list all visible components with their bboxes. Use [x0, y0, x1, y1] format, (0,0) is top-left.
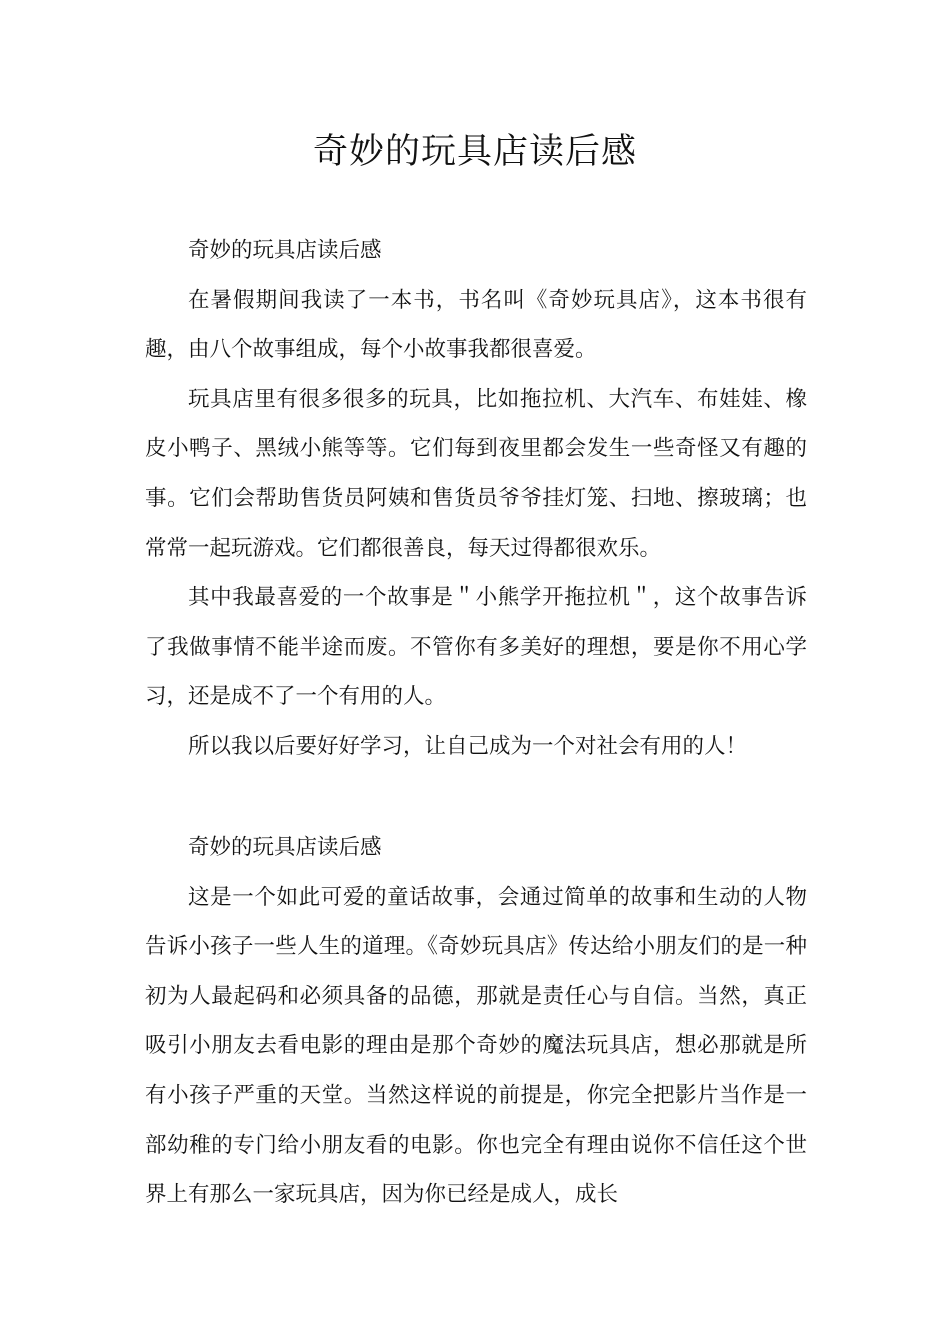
essay-section-1 — [145, 226, 807, 772]
section-2-heading: 奇妙的玩具店读后感 — [188, 835, 382, 860]
paragraph: 玩具店里有很多很多的玩具，比如拖拉机、大汽车、布娃娃、橡皮小鸭子、黑绒小熊等等。它们每到夜里都会发生一些奇怪又有趣的事。它们会帮助售货员阿姨和售货员爷爷挂灯笼、扫地、擦玻璃；也常常一起玩游戏。它们都很善良，每天过得都很欢乐。 — [145, 386, 807, 561]
paragraph: 其中我最喜爱的一个故事是＂小熊学开拖拉机＂，这个故事告诉了我做事情不能半途而废。不管你有多美好的理想，要是你不用心学习，还是成不了一个有用的人。 — [145, 585, 807, 710]
paragraph: 所以我以后要好好学习，让自己成为一个对社会有用的人！ — [188, 733, 748, 759]
paragraph: 这是一个如此可爱的童话故事，会通过简单的故事和生动的人物告诉小孩子一些人生的道理。《奇妙玩具店》传达给小朋友们的是一种初为人最起码和必须具备的品德，那就是责任心与自信。当然，真正吸引小朋友去看电影的理由是那个奇妙的魔法玩具店，想必那就是所有小孩子严重的天堂。当然这样说的前提是，你完全把影片当作是一部幼稚的专门给小朋友看的电影。你也完全有理由说你不信任这个世界上有那么一家玩具店，因为你已经是成人，成长 — [145, 884, 807, 1208]
essay-section-2 — [145, 823, 807, 1220]
document-title: 奇妙的玩具店读后感 — [312, 132, 637, 172]
paragraph: 在暑假期间我读了一本书，书名叫《奇妙玩具店》，这本书很有趣，由八个故事组成，每个小故事我都很喜爱。 — [145, 287, 807, 363]
section-1-heading: 奇妙的玩具店读后感 — [188, 238, 382, 263]
